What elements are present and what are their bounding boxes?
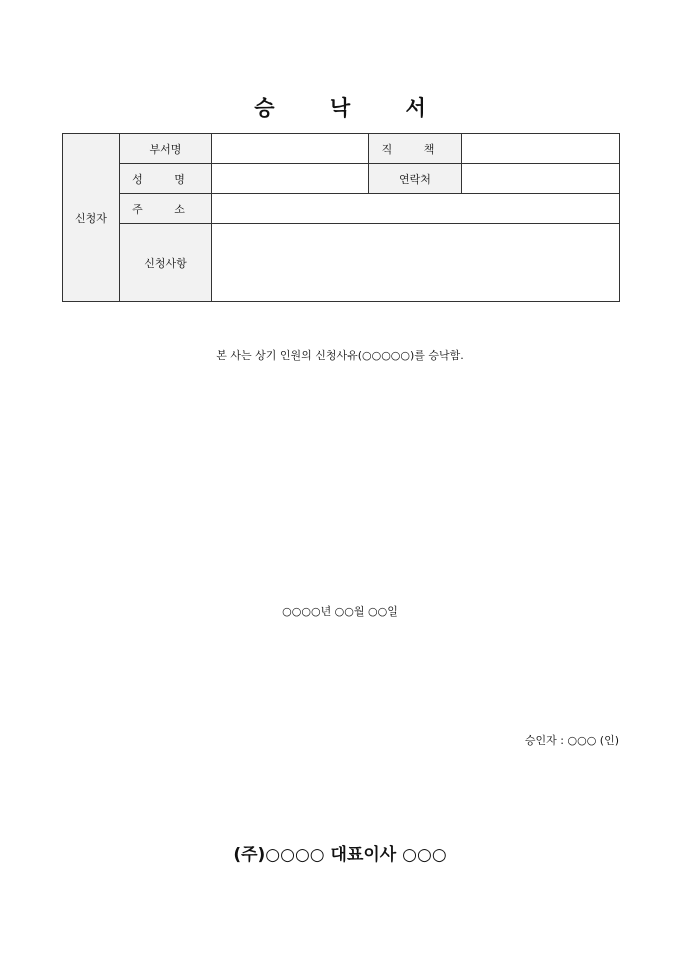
name-label-text: 성 명	[132, 172, 199, 186]
contact-label: 연락처	[369, 164, 462, 194]
company-representative: (주)○○○○ 대표이사 ○○○	[233, 845, 447, 865]
approver-signature: 승인자 : ○○○ (인)	[524, 734, 619, 747]
request-label: 신청사항	[120, 224, 212, 302]
approval-statement: 본 사는 상기 인원의 신청사유(○○○○○)를 승낙함.	[216, 349, 464, 362]
name-label	[120, 164, 212, 194]
name-row	[63, 164, 620, 194]
date-line: ○○○○년 ○○월 ○○일	[282, 605, 398, 618]
position-label-text: 직 책	[381, 142, 449, 156]
request-row	[63, 224, 620, 302]
address-row	[63, 194, 620, 224]
contact-field[interactable]	[462, 164, 620, 194]
applicant-form-table	[62, 133, 620, 302]
applicant-label: 신청자	[63, 134, 120, 302]
address-label-text: 주 소	[132, 202, 199, 216]
address-field[interactable]	[212, 194, 620, 224]
department-row	[63, 134, 620, 164]
department-label: 부서명	[120, 134, 212, 164]
address-label	[120, 194, 212, 224]
position-label	[369, 134, 462, 164]
name-field[interactable]	[212, 164, 369, 194]
document-title: 승 낙 서	[254, 96, 450, 120]
position-field[interactable]	[462, 134, 620, 164]
department-field[interactable]	[212, 134, 369, 164]
request-field[interactable]	[212, 224, 620, 302]
